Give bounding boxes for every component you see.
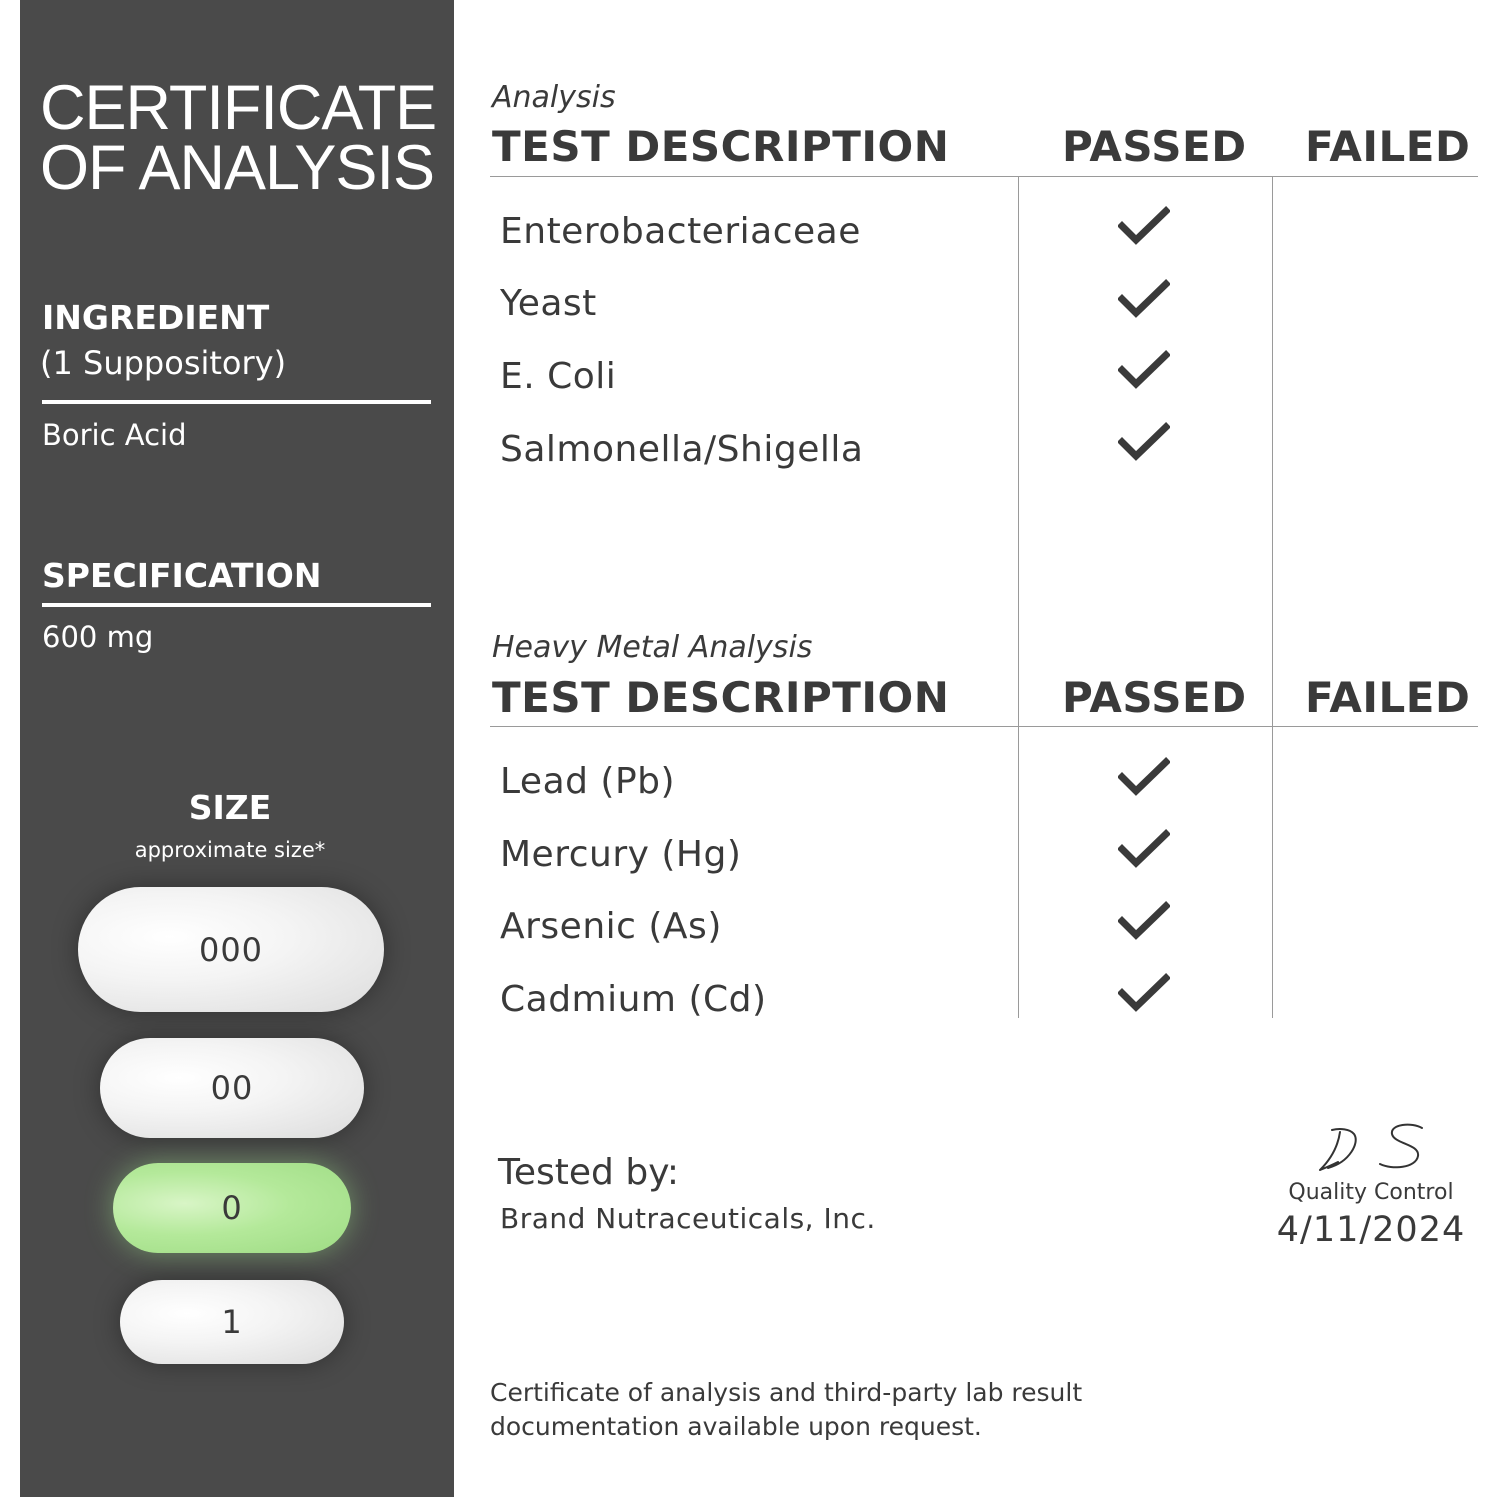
quality-control-label: Quality Control — [1288, 1180, 1454, 1205]
tested-by-value: Brand Nutraceuticals, Inc. — [500, 1202, 876, 1235]
analysis-column-divider-1 — [1018, 176, 1019, 626]
analysis-header-rule — [490, 176, 1478, 177]
ingredient-sub-label: (1 Suppository) — [40, 344, 287, 382]
check-icon — [1118, 279, 1170, 319]
analysis-header-description: TEST DESCRIPTION — [492, 122, 950, 171]
analysis-header-failed: FAILED — [1305, 122, 1471, 171]
check-icon — [1118, 206, 1170, 246]
quality-control-date: 4/11/2024 — [1276, 1210, 1466, 1250]
heavy-metal-header-description: TEST DESCRIPTION — [492, 673, 950, 722]
ingredient-divider — [42, 400, 431, 404]
ingredient-value: Boric Acid — [42, 418, 187, 452]
heavy-metal-header-rule — [490, 726, 1478, 727]
capsule-label: 1 — [221, 1303, 243, 1341]
capsule-label: 0 — [221, 1189, 243, 1227]
heavy-metal-column-divider-1 — [1018, 626, 1019, 1018]
analysis-row-name: E. Coli — [500, 356, 617, 397]
capsule-label: 00 — [210, 1069, 254, 1107]
documentation-note: Certificate of analysis and third-party lab result documentation available upon request. — [490, 1378, 1083, 1441]
specification-divider — [42, 603, 431, 607]
heavy-metal-row-name: Arsenic (As) — [500, 906, 722, 947]
capsule-size-00 — [100, 1038, 364, 1138]
specification-label: SPECIFICATION — [42, 556, 322, 595]
capsule-size-1 — [120, 1280, 344, 1364]
tested-by-label: Tested by: — [498, 1152, 680, 1193]
heavy-metal-column-divider-2 — [1272, 626, 1273, 1018]
analysis-row-name: Salmonella/Shigella — [500, 429, 864, 470]
heavy-metal-section-title: Heavy Metal Analysis — [492, 630, 813, 665]
check-icon — [1118, 973, 1170, 1013]
heavy-metal-row-name: Cadmium (Cd) — [500, 979, 767, 1020]
ingredient-label: INGREDIENT — [42, 298, 270, 337]
check-icon — [1118, 829, 1170, 869]
heavy-metal-row-name: Lead (Pb) — [500, 761, 676, 802]
analysis-row-name: Yeast — [500, 283, 597, 324]
analysis-row-name: Enterobacteriaceae — [500, 211, 861, 252]
signature-image — [1310, 1118, 1440, 1178]
capsule-size-0-selected — [113, 1163, 351, 1253]
capsule-size-000 — [78, 887, 384, 1012]
specification-value: 600 mg — [42, 620, 154, 654]
analysis-column-divider-2 — [1272, 176, 1273, 626]
heavy-metal-row-name: Mercury (Hg) — [500, 834, 742, 875]
sidebar-panel — [20, 0, 454, 1497]
check-icon — [1118, 757, 1170, 797]
analysis-header-passed: PASSED — [1062, 122, 1247, 171]
size-note: approximate size* — [134, 838, 326, 862]
check-icon — [1118, 350, 1170, 390]
capsule-label: 000 — [198, 930, 264, 969]
certificate-title: CERTIFICATE OF ANALYSIS — [40, 73, 437, 203]
heavy-metal-header-failed: FAILED — [1305, 673, 1471, 722]
check-icon — [1118, 901, 1170, 941]
heavy-metal-header-passed: PASSED — [1062, 673, 1247, 722]
analysis-section-title: Analysis — [492, 80, 616, 115]
check-icon — [1118, 422, 1170, 462]
size-label: SIZE — [188, 788, 272, 827]
